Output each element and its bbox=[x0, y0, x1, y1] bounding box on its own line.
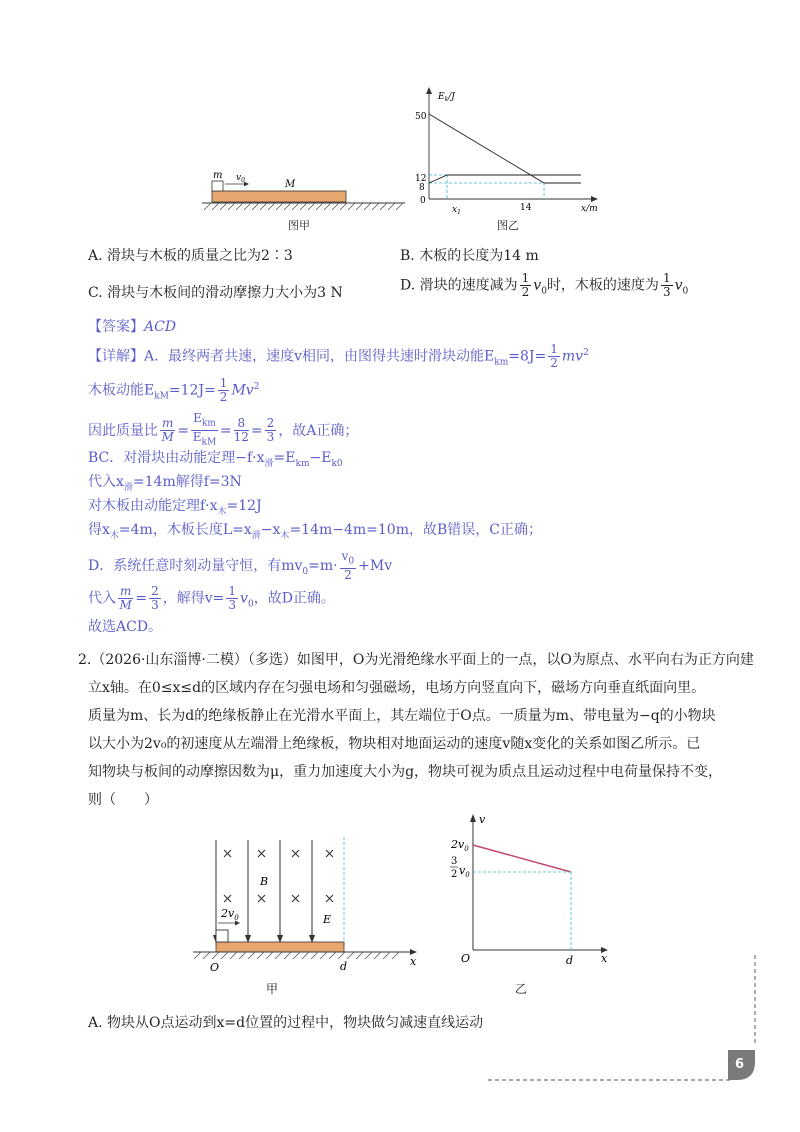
problem2-line-5: 知物块与板间的动摩擦因数为μ，重力加速度大小为g，物块可视为质点且运动过程中电荷量保持不变， bbox=[88, 764, 723, 780]
detail-line-7: 得$x_木=4m$，木板长度$L=x_滑-x_木=14m-4m=10m$，故B错误，C正确； bbox=[88, 522, 542, 541]
tick-32-num: 3 bbox=[451, 856, 458, 867]
small-block bbox=[216, 930, 228, 942]
tick-32-den: 2 bbox=[451, 869, 458, 880]
d-label: d bbox=[340, 960, 348, 973]
ytick-50: 50 bbox=[415, 112, 427, 122]
detail-line-10: 故选ACD。 bbox=[88, 619, 163, 635]
problem2-line-3: 质量为m、长为d的绝缘板静止在光滑水平面上，其左端位于O点。一质量为m、带电量为−q的小物块 bbox=[88, 708, 716, 724]
M-label: M bbox=[285, 179, 296, 190]
answer-value: ACD bbox=[144, 319, 177, 335]
xtick-x1: $x_1$ bbox=[452, 205, 461, 216]
option-1-C[interactable]: C. 滑块与木板间的滑动摩擦力大小为3 N bbox=[88, 285, 343, 301]
O2-label: O bbox=[461, 952, 471, 965]
v-axis-label: v bbox=[479, 813, 486, 826]
O-label: O bbox=[210, 961, 220, 974]
x2-label: x bbox=[601, 952, 608, 965]
detail-line-6: 对木板由动能定理$f\cdot x_木=12J$ bbox=[88, 498, 262, 517]
problem2-line-6: 则（ ） bbox=[88, 792, 158, 808]
detail-line-8: D．系统任意时刻动量守恒，有$mv_0=m\cdot$ $\frac{v_0}{2}$ +Mv bbox=[88, 549, 393, 583]
x-label: x bbox=[410, 955, 417, 968]
block-m bbox=[212, 181, 223, 191]
page-number: 6 bbox=[735, 1057, 745, 1072]
tick-2v0: $2v_0$ bbox=[451, 838, 469, 853]
fig1-left-caption: 图甲 bbox=[288, 219, 310, 232]
page-corner-decoration bbox=[480, 950, 765, 1090]
series-line-0 bbox=[429, 114, 581, 183]
fig1-right-caption: 图乙 bbox=[497, 219, 519, 232]
answer-label: 【答案】 bbox=[88, 319, 144, 335]
ylabel: $E_k/J$ bbox=[438, 92, 455, 103]
problem2-line-4: 以大小为2v₀的初速度从左端滑上绝缘板，物块相对地面运动的速度v随x变化的关系如图乙所示。已 bbox=[88, 736, 701, 752]
detail-line-2: 木板动能$E_{kM}=12J=$ $\frac{1}{2}$ Mv$^2$ bbox=[88, 376, 260, 405]
m-label: m bbox=[213, 170, 223, 181]
detail-line-1: 【详解】A．最终两者共速，速度v相同，由图得共速时滑块动能$E_{km}=8J=$ $\frac{1}{2}$ $mv^2$ bbox=[88, 342, 589, 371]
E-label: E bbox=[323, 913, 332, 926]
figure-yi-2 bbox=[445, 810, 615, 970]
series-line-1 bbox=[429, 175, 581, 183]
v-x-line bbox=[473, 845, 571, 872]
option-1-B[interactable]: B. 木板的长度为14 m bbox=[400, 248, 539, 264]
problem2-line-2: 立x轴。在0≤x≤d的区域内存在匀强电场和匀强磁场，电场方向竖直向下，磁场方向垂直纸面向里。 bbox=[88, 680, 706, 696]
option-1-D[interactable]: D. 滑块的速度减为 $\frac{1}{2}$ $v_0$时，木板的速度为 $\frac{1}{3}$ $v_0$ bbox=[400, 271, 689, 299]
fig2-left-caption: 甲 bbox=[266, 982, 279, 996]
option-1-A[interactable]: A. 滑块与木板的质量之比为2∶3 bbox=[88, 248, 293, 264]
v0-label-2: $2v_0$ bbox=[221, 907, 239, 922]
insulating-board bbox=[216, 942, 344, 952]
detail-line-5: 代入$x_滑=14m$解得f=3N bbox=[88, 474, 242, 493]
fig2-right-caption: 乙 bbox=[515, 982, 528, 996]
d2-label: d bbox=[566, 954, 574, 967]
option-2-A[interactable]: A. 物块从O点运动到x=d位置的过程中，物块做匀减速直线运动 bbox=[88, 1015, 484, 1031]
detail-line-9: 代入 $\frac{m}{M}$ = $\frac{2}{3}$ ，解得v= $\frac{1}{3}$ $v_0$，故D正确。 bbox=[88, 584, 335, 612]
tick-32-v: $v_0$ bbox=[459, 864, 470, 879]
figure-jia-2 bbox=[188, 825, 423, 975]
answer-line bbox=[88, 317, 176, 337]
detail-line-3: 因此质量比 $\frac{m}{M}$ = $\frac{E_{km}}{E_{kM}}$ = $\frac{8}{12}$ = $\frac{2}{3}$ ，故A正确； bbox=[88, 411, 359, 448]
origin-label: 0 bbox=[420, 196, 426, 206]
v0-label: $v_0$ bbox=[236, 173, 245, 184]
xlabel: x/m bbox=[581, 204, 598, 214]
ytick-12: 12 bbox=[415, 174, 427, 184]
ytick-8: 8 bbox=[419, 183, 425, 193]
chart-ek-x bbox=[405, 85, 605, 220]
problem2-line-1: 2.（2026·山东淄博·二模）（多选）如图甲，O为光滑绝缘水平面上的一点，以O为原点、水平向右为正方向建 bbox=[78, 652, 754, 668]
detail-line-4: BC．对滑块由动能定理$-f\cdot x_滑=E_{km}-E_{k0}$ bbox=[88, 450, 343, 469]
board-M bbox=[212, 191, 346, 202]
xtick-14: 14 bbox=[520, 203, 532, 213]
B-label: B bbox=[260, 875, 269, 888]
